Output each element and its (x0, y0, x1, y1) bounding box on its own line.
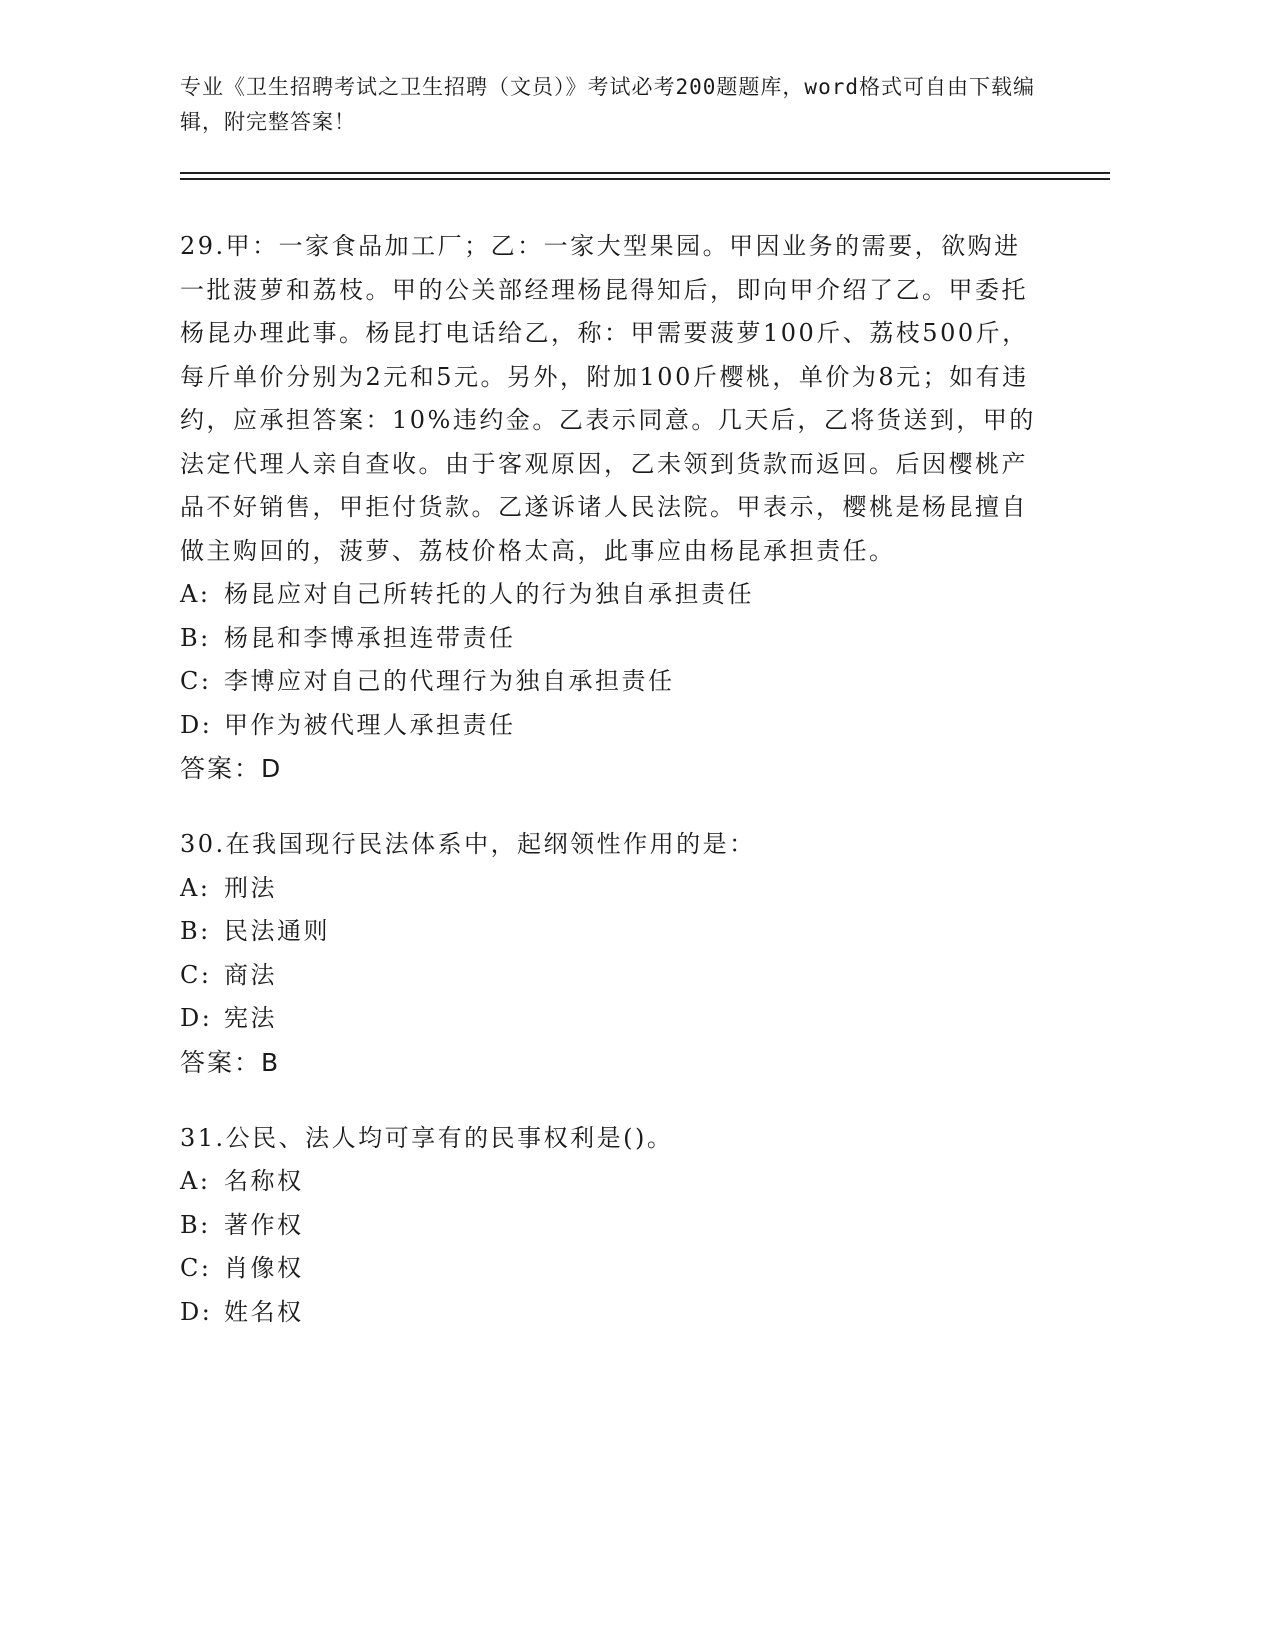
option-a (180, 1160, 1040, 1204)
question-list (180, 225, 1040, 1366)
option-text: 杨昆应对自己所转托的人的行为独自承担责任 (224, 580, 754, 608)
option-text: 刑法 (224, 873, 277, 902)
option-d (180, 704, 1040, 748)
option-text: 著作权 (224, 1210, 304, 1239)
option-key: A: (180, 1167, 211, 1195)
question-31 (180, 1117, 1040, 1335)
option-b (180, 910, 1040, 954)
document-intro: 专业《卫生招聘考试之卫生招聘（文员）》考试必考200题题库，word格式可自由下载编辑，附完整答案！ (180, 75, 1035, 134)
answer-line: 答案：B (180, 1047, 281, 1077)
header-divider-top (180, 172, 1110, 174)
question-text: 29.甲：一家食品加工厂；乙：一家大型果园。甲因业务的需要，欲购进一批菠萝和荔枝。甲的公关部经理杨昆得知后，即向甲介绍了乙。甲委托杨昆办理此事。杨昆打电话给乙，称：甲需要菠萝100斤、荔枝500斤，每斤单价分别为2元和5元。另外，附加100斤樱桃，单价为8元；如有违约，应承担答案：10%违约金。乙表示同意。几天后，乙将货送到，甲的法定代理人亲自查收。由于客观原因，乙未领到货款而返回。后因樱桃产品不好销售，甲拒付货款。乙遂诉诸人民法院。甲表示，樱桃是杨昆擅自做主购回的，菠萝、荔枝价格太高，此事应由杨昆承担责任。 (180, 232, 1036, 565)
answer-line: 答案：D (180, 754, 283, 783)
question-29 (180, 225, 1040, 791)
question-30 (180, 823, 1040, 1085)
option-key: D: (180, 1297, 213, 1326)
option-key: A: (180, 580, 211, 608)
option-text: 姓名权 (224, 1297, 304, 1326)
option-key: B: (180, 1210, 211, 1239)
option-text: 商法 (224, 960, 277, 989)
option-key: D: (180, 1004, 213, 1032)
option-c (180, 954, 1040, 998)
option-b (180, 1204, 1040, 1248)
option-b (180, 617, 1040, 661)
header-divider-bottom (180, 178, 1110, 180)
option-c (180, 1247, 1040, 1291)
option-key: A: (180, 873, 211, 902)
question-text: 30.在我国现行民法体系中，起纲领性作用的是： (180, 830, 756, 858)
option-key: C: (180, 1254, 212, 1282)
option-text: 甲作为被代理人承担责任 (224, 710, 516, 739)
option-d (180, 997, 1040, 1041)
option-text: 名称权 (224, 1167, 304, 1195)
option-key: C: (180, 667, 212, 695)
option-key: C: (180, 960, 212, 989)
option-text: 民法通则 (224, 917, 330, 945)
option-key: B: (180, 623, 211, 652)
option-text: 宪法 (224, 1004, 277, 1032)
option-key: B: (180, 917, 211, 945)
question-text: 31.公民、法人均可享有的民事权利是()。 (180, 1123, 674, 1152)
option-text: 肖像权 (224, 1254, 304, 1282)
option-d (180, 1291, 1040, 1335)
option-key: D: (180, 710, 213, 739)
option-text: 李博应对自己的代理行为独自承担责任 (224, 667, 675, 695)
option-a (180, 573, 1040, 617)
option-text: 杨昆和李博承担连带责任 (224, 623, 516, 652)
option-c (180, 660, 1040, 704)
option-a (180, 867, 1040, 911)
